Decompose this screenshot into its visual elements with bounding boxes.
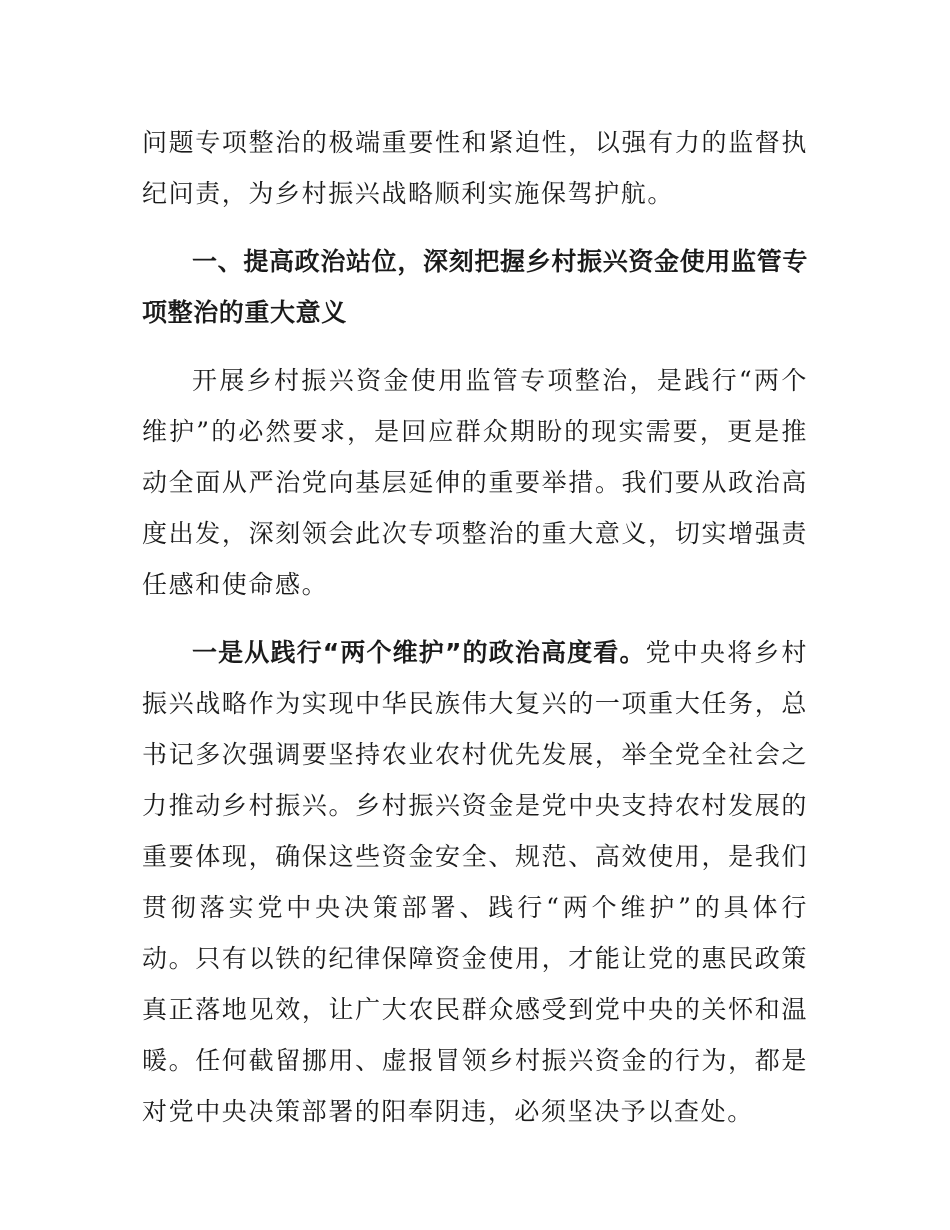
document-body [142, 117, 808, 1137]
section-heading: 一、提高政治站位，深刻把握乡村振兴资金使用监管专项整治的重大意义 [142, 247, 808, 327]
paragraph-body-text: 党中央将乡村振兴战略作为实现中华民族伟大复兴的一项重大任务，总书记多次强调要坚持农业农村优先发展，举全党全社会之力推动乡村振兴。乡村振兴资金是党中央支持农村发展的重要体现，确保这些资金安全、规范、高效使用，是我们贯彻落实党中央决策部署、践行“两个维护”的具体行动。只有以铁的纪律保障资金使用，才能让党的惠民政策真正落地见效，让广大农民群众感受到党中央的关怀和温暖。任何截留挪用、虚报冒领乡村振兴资金的行为，都是对党中央决策部署的阳奉阴违，必须坚决予以查处。 [142, 638, 808, 1126]
paragraph-two-safeguards [142, 627, 808, 1137]
paragraph-lead-sentence: 一是从践行“两个维护”的政治高度看。 [192, 638, 646, 667]
intro-paragraph: 问题专项整治的极端重要性和紧迫性，以强有力的监督执纪问责，为乡村振兴战略顺利实施保驾护航。 [142, 128, 808, 208]
paragraph-significance: 开展乡村振兴资金使用监管专项整治，是践行“两个维护”的必然要求，是回应群众期盼的现实需要，更是推动全面从严治党向基层延伸的重要举措。我们要从政治高度出发，深刻领会此次专项整治的重大意义，切实增强责任感和使命感。 [142, 366, 808, 599]
